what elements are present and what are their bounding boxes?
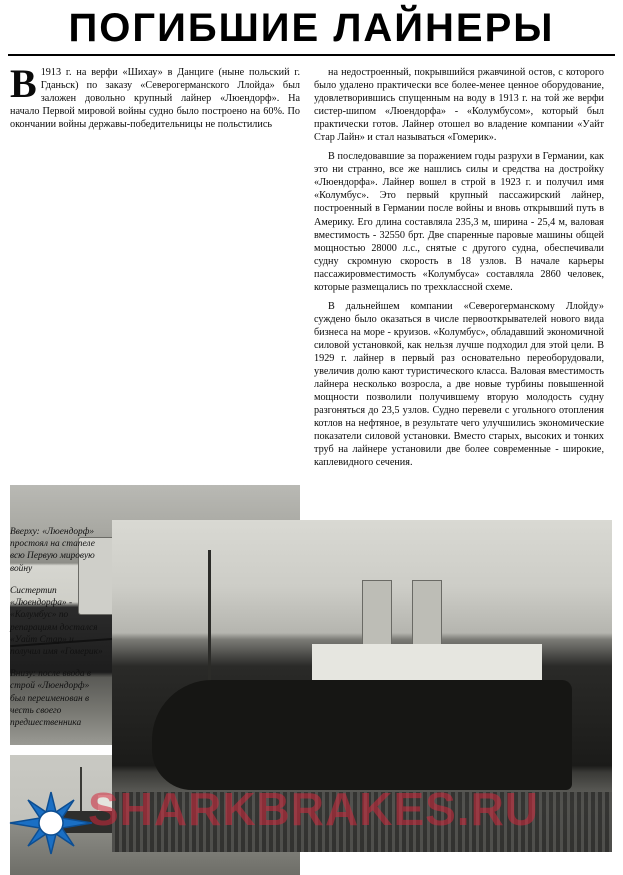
starburst-logo: [8, 790, 94, 856]
article-columns: [0, 61, 623, 475]
paragraph: В1913 г. на верфи «Шихау» в Данциге (ныне польский г. Гданьск) по заказу «Северогерманского Ллойда» был заложен довольно крупный лайнер «Люендорф». На начало Первой мировой войны судно было построено на 60%. По окончании войны державы-победительницы не польстились: [10, 61, 300, 131]
crowd-on-pier: [112, 792, 612, 852]
title-divider: [8, 54, 615, 56]
caption-top: Вверху: «Люендорф» простоял на стапеле всю Первую мировую войну: [10, 527, 95, 574]
photo-liner-columbus: [112, 520, 612, 852]
paragraph: на недостроенный, покрывшийся ржавчиной остов, с которого было удалено практически все более-менее ценное оборудование, удовлетворившись спущенным на воду в 1913 г. на той же верфи систер-шипом «Люендорфа» - «Колумбусом», который был практически готов. Лайнер отошел во владение компании «Уайт Стар Лайн» и стал называться «Гомерик».: [314, 67, 604, 144]
funnel-aft: [412, 580, 442, 648]
watermark-text: SHARKBRAKES.RU: [88, 783, 540, 835]
page-title: ПОГИБШИЕ ЛАЙНЕРЫ: [68, 6, 555, 50]
caption-block: [10, 526, 106, 739]
caption-bottom: Внизу: после ввода в строй «Люендорф» был переименован в честь своего предшественника: [10, 669, 91, 729]
right-column: [314, 66, 604, 475]
caption-middle: Систертип «Люендорфа» - «Колумбус» по репарациям достался «Уайт Стар» и получил имя «Гомерик»: [10, 585, 103, 657]
superstructure: [312, 644, 542, 684]
left-column: [10, 61, 300, 475]
hull: [152, 680, 572, 790]
paragraph: В последовавшие за поражением годы разрухи в Германии, как это ни странно, все же нашлись силы и средства на достройку «Люендорфа». Лайнер вошел в строй в 1923 г. и получил имя «Колумбус». Это первый крупный пассажирский лайнер, построенный в Германии после войны и вновь открывший путь в Америку. Его длина составляла 235,3 м, ширина - 25,4 м, валовая вместимость - 32550 брт. Две спаренные паровые машины общей мощностью 28000 л.с., снятые с другого судна, обеспечивали судну скромную скорость в 18 узлов. В начале карьеры пассажировместимость «Колумбуса» составляла 2860 человек, которые размещались по трехклассной схеме.: [314, 151, 604, 293]
funnel-fore: [362, 580, 392, 648]
mast: [208, 550, 211, 690]
paragraph: В дальнейшем компании «Северогерманскому Ллойду» суждено было оказаться в числе первооткрывателей нового вида бизнеса на море - круизов. «Колумбус», обладавший экономичной силовой установкой, как нельзя лучше подходил для этой цели. В 1929 г. лайнер в первый раз основательно переоборудовали, увеличив долю кают туристического класса. Валовая вместимость лайнера несколько возросла, а две новые турбины повышенной мощности позволили получившему вторую молодость судну разгоняться до 23,5 узлов. Судно перевели с угольного отопления котлов на нефтяное, в результате чего улучшились экономические показатели силовой установки. Вместо старых, высоких и тонких труб на лайнере установили две более современные - широкие, каплевидного сечения.: [314, 300, 604, 469]
